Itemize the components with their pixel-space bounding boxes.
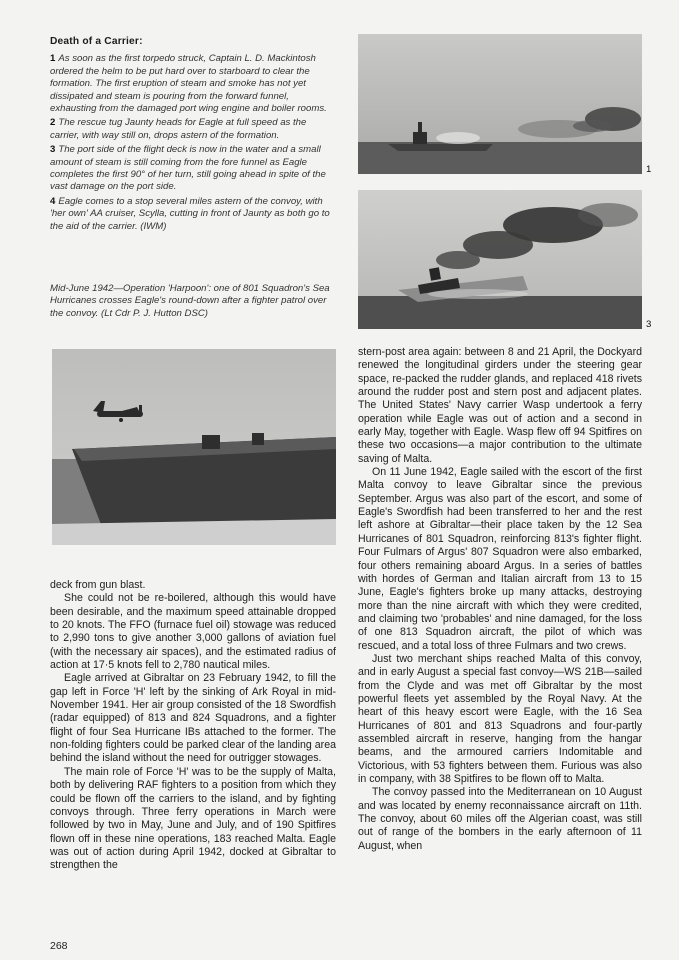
caption-text: Eagle comes to a stop several miles astern of the convoy, with 'her own' AA cruiser, Scylla, cutting in front of Jaunty as both go to the aid of the carrier. (IWM) xyxy=(50,195,330,232)
paragraph: The convoy passed into the Mediterranean on 10 August and was located by enemy reconnaissance aircraft on 11th. The convoy, about 60 miles off the Algerian coast, was still out of range of the bombers in the early afternoon of 11 August, when xyxy=(358,786,642,852)
caption-block xyxy=(50,36,336,235)
paragraph: Eagle arrived at Gibraltar on 23 February 1942, to fill the gap left in Force 'H' left by the sinking of Ark Royal in mid-November 1941. Her air group consisted of the 18 Swordfish (radar equipped) of 813 and 824 Squadrons, and a fighter flight of four Sea Hurricane IBs attached to the former. The non-folding fighters could be parked clear of the landing area behind the island without the need for outrigger stowages. xyxy=(50,672,336,765)
paragraph: On 11 June 1942, Eagle sailed with the escort of the first Malta convoy to leave Gibraltar since the previous September. Argus was also part of the escort, and some of Eagle's Swordfish had been transferred to her and the rest left ashore at Gibraltar—their place taken by the 12 Sea Hurricanes of 801 Squadron, reinforcing 813's fighter flight. Four Fulmars of Argus' 807 Squadron were also embarked, four others remaining aboard Argus. In a series of battles with hordes of German and Italian aircraft from 13 to 15 June, Eagle's fighters broke up many attacks, destroying more than the nine aircraft with which they were credited, and claiming two 'probables' and nine damaged, for the loss of one 813 Squadron aircraft, the pilot of which was rescued, and a total loss of three Fulmars and two crews. xyxy=(358,466,642,652)
caption-number: 2 xyxy=(50,117,56,129)
paragraph: deck from gun blast. xyxy=(50,579,146,591)
photo-number: 1 xyxy=(646,164,652,175)
body-column-left xyxy=(50,579,336,873)
photo-carrier-listing xyxy=(358,190,642,329)
caption-item xyxy=(50,117,336,142)
caption-item xyxy=(50,196,336,233)
caption-text: As soon as the first torpedo struck, Captain L. D. Mackintosh ordered the helm to be put hard over to starboard to clear the formation. The first eruption of steam and smoke has not yet dissipated and steam is pouring from the forward funnel, exhausting from the damaged port wing engine and boiler rooms. xyxy=(50,53,327,115)
caption-number: 1 xyxy=(50,53,56,65)
page-number: 268 xyxy=(50,940,68,952)
caption-number: 4 xyxy=(50,195,56,207)
paragraph: She could not be re-boilered, although this would have been desirable, and the maximum speed attainable dropped to 20 knots. The FFO (furnace fuel oil) stowage was reduced to 2,990 tons to give another 3,000 gallons of aviation fuel (with the necessary air spaces), and the estimated radius of action at 17·5 knots fell to 2,780 nautical miles. xyxy=(50,592,336,672)
photo-number: 3 xyxy=(646,319,652,330)
hurricane-photo-caption: Mid-June 1942—Operation 'Harpoon': one of 801 Squadron's Sea Hurricanes crosses Eagle's round-down after a fighter patrol over the convoy. (Lt Cdr P. J. Hutton DSC) xyxy=(50,283,330,319)
paragraph: Just two merchant ships reached Malta of this convoy, and in early August a special fast convoy—WS 21B—sailed from the Clyde and was met off Gibraltar by the most powerful fleets yet assembled by the Royal Navy. At the heart of this heavy escort were Eagle, with the 16 Sea Hurricanes of 801 and 813 Squadrons and four-partly assembled aircraft in reserve, hanging from the hangar beams, and the armoured carriers Indomitable and Victorious, with 53 fighters between them. Furious was also in company, with 38 Spitfires to be flown off to Malta. xyxy=(358,652,642,785)
photo-carrier-torpedoed xyxy=(358,34,642,174)
caption-item xyxy=(50,53,336,115)
caption-text: The rescue tug Jaunty heads for Eagle at full speed as the carrier, with way still on, drops astern of the formation. xyxy=(50,117,307,141)
paragraph: The main role of Force 'H' was to be the supply of Malta, both by delivering RAF fighters to a position from which they could be flown off the carriers to the island, and by fighting convoys through. Three ferry operations in March were followed by two in May, June and July, and of 190 Spitfires flown off in these nine operations, 183 reached Malta. Eagle was out of action during April 1942, docked at Gibraltar to strengthen the xyxy=(50,765,336,872)
caption-text: The port side of the flight deck is now in the water and a small amount of steam is still coming from the fore funnel as Eagle completes the first 90° of her turn, still going ahead in spite of the vast damage on the port side. xyxy=(50,144,326,193)
caption-number: 3 xyxy=(50,144,56,156)
caption-item xyxy=(50,144,336,194)
caption-title: Death of a Carrier: xyxy=(50,36,143,47)
photo-sea-hurricane xyxy=(52,349,336,545)
body-column-right xyxy=(358,346,642,853)
paragraph: stern-post area again: between 8 and 21 April, the Dockyard renewed the longitudinal girders under the steering gear space, re-packed the rudder glands, and replaced 418 rivets around the rudder post and stern post and adjacent plates. The United States' Navy carrier Wasp undertook a ferry operation while Eagle was out of action and a second in early May, together with Eagle. Wasp flew off 94 Spitfires on these two occasions—a major contribution to the ultimate saving of Malta. xyxy=(358,346,642,465)
